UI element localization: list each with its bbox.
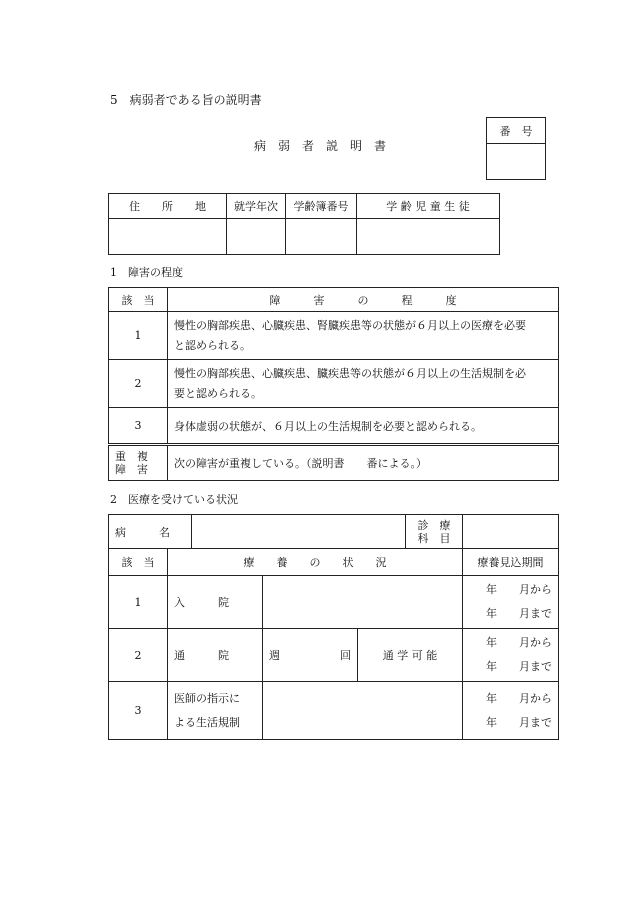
period-from: 年 月から — [486, 583, 553, 596]
overlap-label-line: 障 害 — [115, 463, 148, 476]
status-header: 療 養 の 状 況 — [168, 549, 463, 576]
register-number-field[interactable] — [286, 219, 357, 255]
period-header: 療養見込期間 — [463, 549, 559, 576]
student-info-table — [108, 193, 500, 255]
row-number: 1 — [109, 576, 168, 629]
row-number: 3 — [109, 682, 168, 740]
outpatient-label: 通 院 — [168, 629, 263, 682]
applicable-header: 該 当 — [109, 549, 168, 576]
degree-text-line: 慢性の胸部疾患、心臓疾患、腎臓疾患等の状態が６月以上の医療を必要 — [174, 318, 526, 332]
hospitalization-field[interactable] — [263, 576, 463, 629]
school-year-header: 就学年次 — [227, 194, 286, 219]
period-cell — [463, 576, 559, 629]
section-heading: 5 病弱者である旨の説明書 — [110, 93, 262, 107]
degree-text-line: 要と認められる。 — [174, 386, 262, 400]
period-to: 年 月まで — [486, 715, 553, 729]
period-cell — [463, 629, 559, 682]
department-label-line: 診 療 — [417, 518, 451, 532]
life-restriction-field[interactable] — [263, 682, 463, 740]
row-number: 3 — [109, 408, 168, 445]
overlap-text: 次の障害が重複している。（説明書 番による。） — [168, 445, 559, 481]
period-to: 年 月まで — [486, 660, 553, 673]
overlap-label — [109, 445, 168, 481]
life-restriction-line: 医師の指示に — [174, 691, 240, 705]
document-title: 病 弱 者 説 明 書 — [254, 139, 387, 153]
disability-table — [108, 287, 559, 481]
department-field[interactable] — [463, 515, 559, 549]
number-label: 番 号 — [487, 118, 546, 144]
disease-name-field[interactable] — [192, 515, 406, 549]
period-cell — [463, 682, 559, 740]
degree-header: 障 害 の 程 度 — [168, 288, 559, 312]
degree-text: 身体虚弱の状態が、６月以上の生活規制を必要と認められる。 — [168, 408, 559, 445]
period-from: 年 月から — [486, 636, 553, 649]
department-label — [406, 515, 463, 549]
address-header: 住 所 地 — [109, 194, 227, 219]
degree-text — [168, 312, 559, 360]
table-row — [109, 682, 559, 740]
school-ok-label: 通 学 可 能 — [358, 629, 463, 682]
visits-row — [269, 647, 351, 663]
degree-text-line: 慢性の胸部疾患、心臓疾患、臓疾患等の状態が６月以上の生活規制を必 — [174, 366, 526, 380]
visits-cell[interactable] — [263, 629, 358, 682]
table-row — [109, 629, 559, 682]
row-number: 2 — [109, 629, 168, 682]
school-year-field[interactable] — [227, 219, 286, 255]
table-row — [109, 408, 559, 445]
times-label: 回 — [340, 649, 351, 662]
period-from: 年 月から — [486, 691, 553, 705]
period-to: 年 月まで — [486, 607, 553, 620]
table-row — [109, 576, 559, 629]
life-restriction-line: よる生活規制 — [174, 715, 240, 729]
student-field[interactable] — [357, 219, 500, 255]
address-field[interactable] — [109, 219, 227, 255]
row-number: 1 — [109, 312, 168, 360]
care-table — [108, 514, 559, 740]
register-number-header: 学齢簿番号 — [286, 194, 357, 219]
section-1-title: 1 障害の程度 — [110, 266, 183, 279]
number-box — [486, 117, 546, 180]
student-header: 学 齢 児 童 生 徒 — [357, 194, 500, 219]
applicable-header: 該 当 — [109, 288, 168, 312]
table-row — [109, 360, 559, 408]
number-field[interactable] — [487, 144, 546, 180]
hospitalization-label: 入 院 — [168, 576, 263, 629]
overlap-row — [109, 445, 559, 481]
degree-text-line: と認められる。 — [174, 338, 251, 352]
week-label: 週 — [269, 649, 280, 662]
overlap-label-line: 重 複 — [115, 450, 148, 463]
life-restriction-label — [168, 682, 263, 740]
degree-text — [168, 360, 559, 408]
row-number: 2 — [109, 360, 168, 408]
table-row — [109, 312, 559, 360]
department-label-line: 科 目 — [417, 531, 451, 545]
disease-name-label: 病 名 — [109, 515, 192, 549]
section-2-title: 2 医療を受けている状況 — [110, 493, 238, 506]
